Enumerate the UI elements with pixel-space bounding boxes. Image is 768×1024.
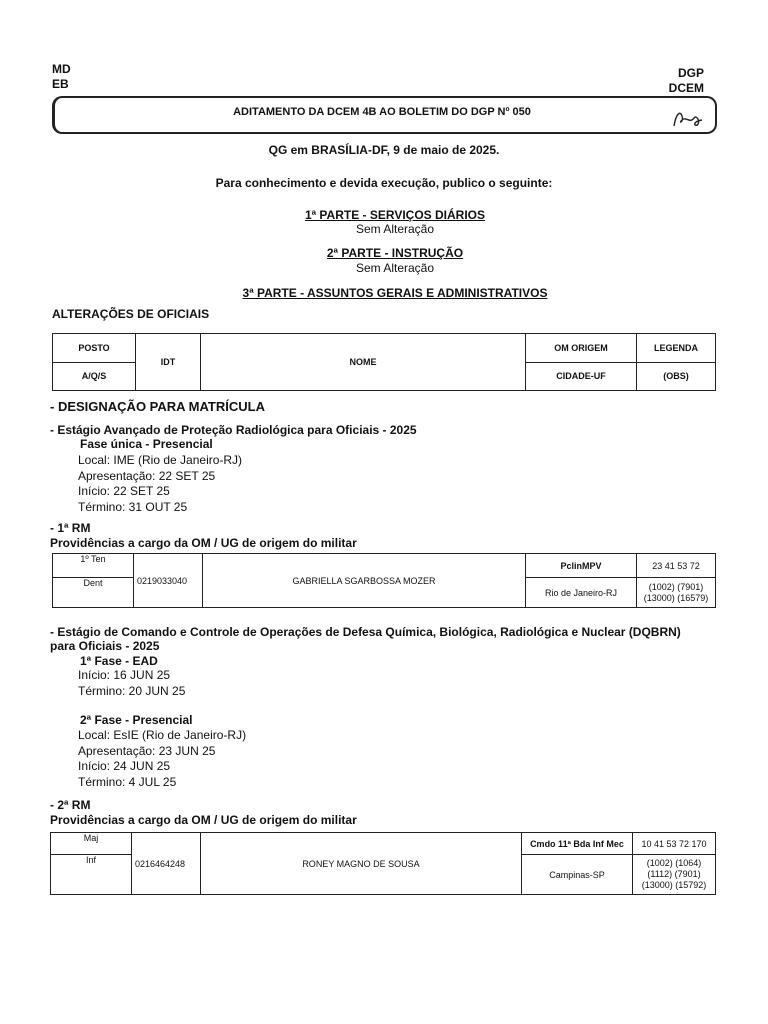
table-cell-posto: 1º Ten: [53, 554, 134, 578]
course-2-p1-inicio: Início: 16 JUN 25: [78, 668, 171, 682]
table-cell-cidade: Campinas-SP: [522, 855, 633, 895]
col-legenda: LEGENDA: [637, 334, 716, 363]
header-dcem: DCEM: [668, 81, 704, 95]
header-md: MD: [52, 62, 71, 76]
course-2-phase-1: 1ª Fase - EAD: [80, 654, 158, 668]
course-2-table: [50, 832, 716, 895]
designation-heading: - DESIGNAÇÃO PARA MATRÍCULA: [50, 399, 265, 414]
col-cidade-uf: CIDADE-UF: [526, 362, 637, 391]
course-2-p1-termino: Término: 20 JUN 25: [78, 683, 186, 698]
part-2-note: Sem Alteração: [355, 261, 435, 275]
legenda-line: (1002) (1064): [646, 858, 702, 868]
col-obs: (OBS): [637, 362, 716, 391]
course-2-phase-2: 2ª Fase - Presencial: [80, 713, 193, 727]
part-2-title: 2ª PARTE - INSTRUÇÃO: [326, 246, 464, 260]
table-cell-legenda-obs: [637, 578, 716, 608]
course-2-p2-apresentacao: Apresentação: 23 JUN 25: [78, 743, 216, 758]
course-1-apresentacao: Apresentação: 22 SET 25: [78, 468, 216, 483]
table-cell-idt: 0216464248: [132, 833, 201, 895]
course-1-title: - Estágio Avançado de Proteção Radiológica para Oficiais - 2025: [50, 423, 417, 437]
col-aqs: A/Q/S: [53, 362, 136, 391]
table-cell-legenda-1: 23 41 53 72: [637, 554, 716, 578]
table-cell-cidade: Rio de Janeiro-RJ: [526, 578, 637, 608]
course-1-rm: - 1ª RM: [50, 521, 91, 535]
course-1-details: [78, 453, 242, 515]
table-cell-aqs: Dent: [53, 578, 134, 608]
header-right-block: [669, 66, 704, 96]
course-2-phase-1-details: [78, 668, 185, 699]
course-2-rm: - 2ª RM: [50, 798, 91, 812]
col-nome: NOME: [201, 334, 526, 391]
course-2-p2-inicio: Início: 24 JUN 25: [78, 759, 171, 773]
table-cell-om: Cmdo 11ª Bda Inf Mec: [522, 833, 633, 855]
course-1-local: Local: IME (Rio de Janeiro-RJ): [78, 453, 243, 467]
column-header-table: [52, 333, 716, 391]
legenda-line: (1002) (7901): [648, 581, 704, 592]
course-1-table: [52, 553, 716, 608]
handwritten-initials: [670, 106, 704, 132]
course-2-title-line-1: - Estágio de Comando e Controle de Operações de Defesa Química, Biológica, Radiológica e Nuclear (DQBRN): [50, 625, 681, 639]
legenda-line: (13000) (15792): [641, 880, 707, 890]
publish-line: Para conhecimento e devida execução, publico o seguinte:: [215, 176, 553, 190]
table-cell-om: PclinMPV: [526, 554, 637, 578]
header-dgp: DGP: [677, 66, 704, 80]
legenda-line: (13000) (16579): [643, 592, 709, 603]
table-cell-legenda-obs: [633, 855, 716, 895]
legenda-line: (1112) (7901): [647, 869, 701, 879]
course-2-phase-2-details: [78, 728, 246, 790]
course-2-p2-local: Local: EsIE (Rio de Janeiro-RJ): [78, 728, 247, 742]
table-cell-aqs: Inf: [51, 855, 132, 895]
course-2-providencias: Providências a cargo da OM / UG de origem do militar: [50, 813, 357, 827]
table-cell-posto: Maj: [51, 833, 132, 855]
col-om-origem: OM ORIGEM: [526, 334, 637, 363]
header-eb: EB: [52, 77, 69, 91]
officers-heading: ALTERAÇÕES DE OFICIAIS: [52, 307, 210, 321]
table-cell-nome: GABRIELLA SGARBOSSA MOZER: [203, 554, 526, 608]
course-1-termino: Término: 31 OUT 25: [78, 499, 188, 514]
part-3-title: 3ª PARTE - ASSUNTOS GERAIS E ADMINISTRATIVOS: [242, 286, 548, 300]
course-2-p2-termino: Término: 4 JUL 25: [78, 774, 177, 789]
table-cell-nome: RONEY MAGNO DE SOUSA: [201, 833, 522, 895]
place-date: QG em BRASÍLIA-DF, 9 de maio de 2025.: [268, 143, 500, 157]
table-cell-legenda-1: 10 41 53 72 170: [633, 833, 716, 855]
banner-title: ADITAMENTO DA DCEM 4B AO BOLETIM DO DGP Nº 050: [233, 106, 531, 118]
col-posto: POSTO: [53, 334, 136, 363]
col-idt: IDT: [136, 334, 201, 391]
course-1-phase: Fase única - Presencial: [80, 437, 213, 451]
course-1-providencias: Providências a cargo da OM / UG de origem do militar: [50, 536, 357, 550]
course-2-title: [50, 625, 681, 653]
course-2-title-line-2: para Oficiais - 2025: [50, 639, 160, 653]
part-1-title: 1ª PARTE - SERVIÇOS DIÁRIOS: [304, 208, 486, 222]
header-left-block: [52, 62, 71, 92]
course-1-inicio: Início: 22 SET 25: [78, 484, 170, 498]
table-cell-idt: 0219033040: [134, 554, 203, 608]
part-1-note: Sem Alteração: [355, 222, 435, 236]
